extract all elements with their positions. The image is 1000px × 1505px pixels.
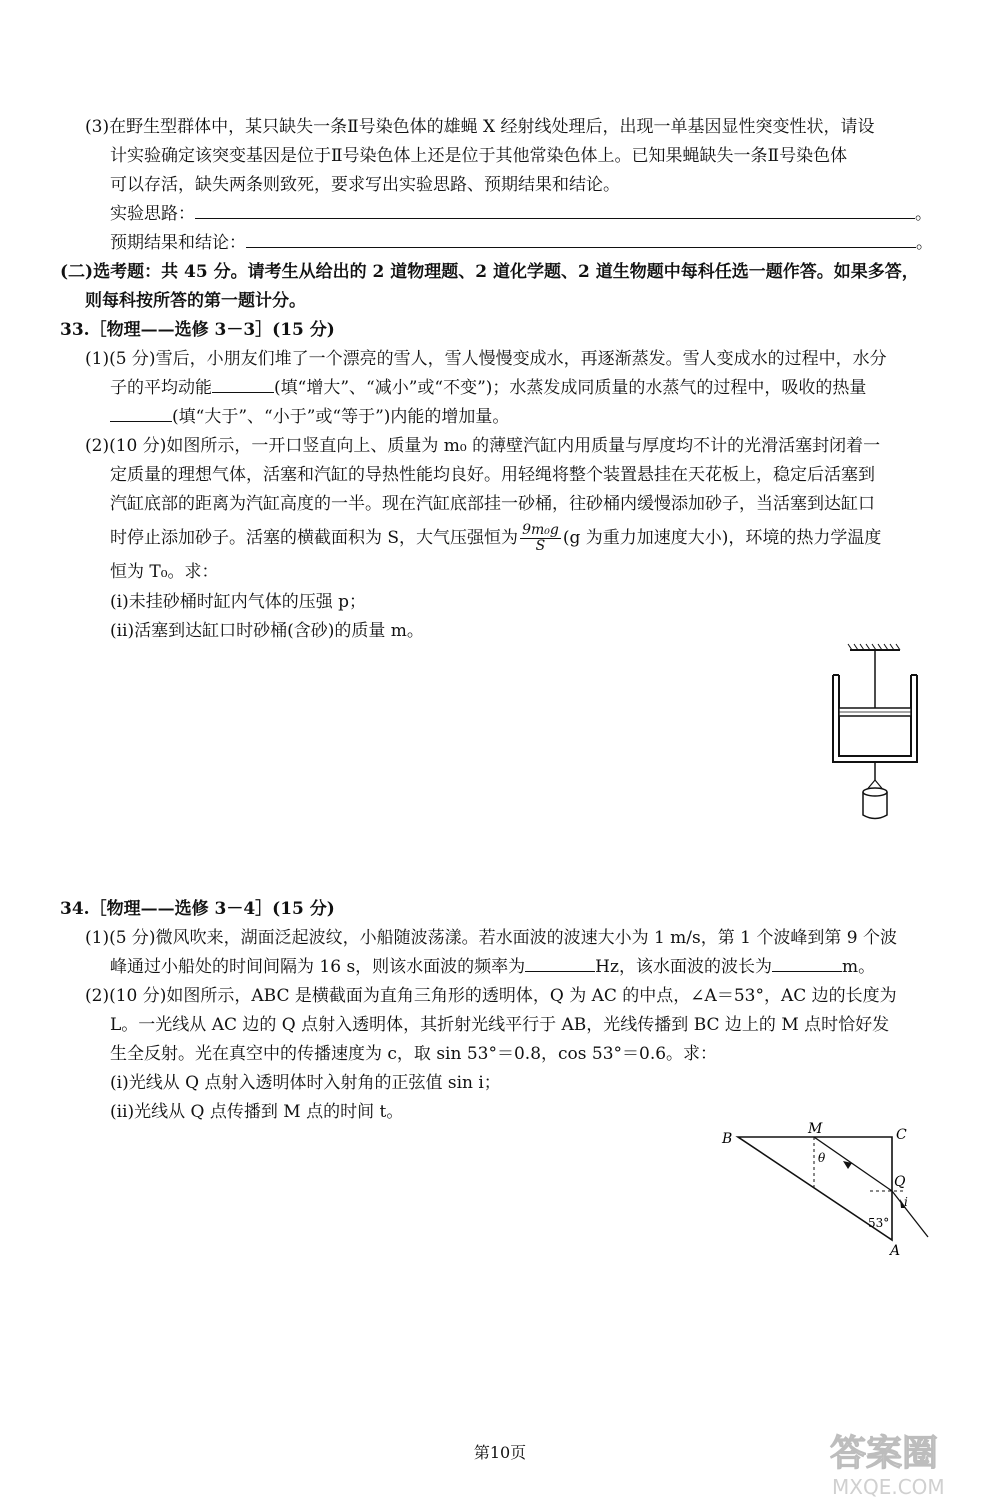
q33-p1-line-1: (1)(5 分)雪后，小朋友们堆了一个漂亮的雪人，雪人慢慢变成水，再逐渐蒸发。雪人变成水的过程中，水分 [85, 349, 887, 369]
prism-figure [720, 1120, 940, 1260]
q34-blank-frequency[interactable] [525, 955, 595, 972]
q3-thought-row [110, 202, 932, 226]
q33-title: 33.［物理——选修 3－3］(15 分) [60, 320, 335, 340]
section2-line-1: (二)选考题：共 45 分。请考生从给出的 2 道物理题、2 道化学题、2 道生物题中每科任选一题作答。如果多答， [60, 262, 919, 282]
q3-period-1: 。 [915, 204, 932, 224]
label-angle-53: 53° [868, 1216, 890, 1230]
label-theta: θ [818, 1151, 826, 1165]
watermark-url: MXQE.COM [832, 1475, 945, 1499]
q33-p2-line-3: 汽缸底部的距离为汽缸高度的一半。现在汽缸底部挂一砂桶，往砂桶内缓慢添加砂子，当活塞到达缸口 [110, 494, 875, 514]
q33-p2-line-4 [110, 522, 881, 554]
label-b: B [722, 1131, 733, 1147]
label-i: i [904, 1195, 908, 1209]
q33-p1-text-c: (填“大于”、“小于”或“等于”)内能的增加量。 [172, 407, 510, 427]
q34-sub-i: (ⅰ)光线从 Q 点射入透明体时入射角的正弦值 sin i； [110, 1073, 501, 1093]
q3-result-blank[interactable] [246, 231, 916, 248]
q3-thought-blank[interactable] [195, 202, 915, 219]
watermark-logo [822, 1420, 992, 1500]
q34-title: 34.［物理——选修 3－4］(15 分) [60, 899, 335, 919]
label-q: Q [894, 1174, 906, 1190]
q34-p2-line-2: L。一光线从 AC 边的 Q 点射入透明体，其折射光线平行于 AB，光线传播到 BC 边上的 M 点时恰好发 [110, 1015, 890, 1035]
q3-line-3: 可以存活，缺失两条则致死，要求写出实验思路、预期结果和结论。 [110, 175, 620, 195]
q34-p1-line-2 [110, 955, 875, 979]
ceiling [848, 644, 900, 650]
label-m: M [808, 1121, 823, 1137]
section2-line-2: 则每科按所答的第一题计分。 [85, 291, 306, 311]
incident-ray [892, 1191, 928, 1237]
cylinder-figure [825, 640, 925, 825]
q33-p1-text-a: 子的平均动能 [110, 378, 212, 398]
q33-p2-text-b: (g 为重力加速度大小)，环境的热力学温度 [562, 528, 882, 548]
q34-p1-text-b: Hz，该水面波的波长为 [595, 957, 772, 977]
q33-p2-line-1: (2)(10 分)如图所示，一开口竖直向上、质量为 m₀ 的薄壁汽缸内用质量与厚度均不计的光滑活塞封闭着一 [85, 436, 881, 456]
q33-sub-i: (ⅰ)未挂砂桶时缸内气体的压强 p； [110, 592, 366, 612]
label-a: A [890, 1243, 901, 1259]
q34-p1-text-c: m。 [841, 957, 876, 977]
refracted-ray [814, 1137, 892, 1191]
q3-result-row [110, 231, 933, 255]
q33-p2-line-2: 定质量的理想气体，活塞和汽缸的导热性能均良好。用轻绳将整个装置悬挂在天花板上，稳定后活塞到 [110, 465, 875, 485]
label-c: C [896, 1127, 907, 1143]
page-number: 第10页 [473, 1443, 527, 1462]
q3-line-2: 计实验确定该突变基因是位于Ⅱ号染色体上还是位于其他常染色体上。已知果蝇缺失一条Ⅱ号染色体 [110, 146, 848, 166]
q34-p1-line-1: (1)(5 分)微风吹来，湖面泛起波纹，小船随波荡漾。若水面波的波速大小为 1 m/s，第 1 个波峰到第 9 个波 [85, 928, 898, 948]
q33-blank-2[interactable] [110, 405, 172, 422]
fraction-denominator: S [535, 538, 546, 554]
q33-p2-line-5: 恒为 T₀。求： [110, 562, 219, 582]
q33-p2-text-a: 时停止添加砂子。活塞的横截面积为 S，大气压强恒为 [110, 528, 519, 548]
q3-period-2: 。 [916, 233, 933, 253]
q34-blank-wavelength[interactable] [772, 955, 842, 972]
q34-p2-line-3: 生全反射。光在真空中的传播速度为 c，取 sin 53°＝0.8，cos 53°＝0.6。求： [110, 1044, 718, 1064]
fraction-numerator: 9m₀g [522, 522, 559, 538]
q33-p1-line-2 [110, 376, 866, 400]
q34-p2-line-1: (2)(10 分)如图所示，ABC 是横截面为直角三角形的透明体，Q 为 AC 的中点，∠A＝53°，AC 边的长度为 [85, 986, 897, 1006]
q34-sub-ii: (ⅱ)光线从 Q 点传播到 M 点的时间 t。 [110, 1102, 404, 1122]
q33-blank-1[interactable] [212, 376, 274, 393]
watermark-title: 答案圈 [830, 1433, 939, 1474]
q33-p1-line-3 [110, 405, 509, 429]
sand-bucket [863, 788, 887, 819]
q3-thought-label: 实验思路： [110, 204, 195, 224]
pressure-fraction [520, 523, 561, 554]
q3-result-label: 预期结果和结论： [110, 233, 246, 253]
q33-sub-ii: (ⅱ)活塞到达缸口时砂桶(含砂)的质量 m。 [110, 621, 424, 641]
q34-p1-text-a: 峰通过小船处的时间间隔为 16 s，则该水面波的频率为 [110, 957, 526, 977]
q33-p1-text-b: (填“增大”、“减小”或“不变”)；水蒸发成同质量的水蒸气的过程中，吸收的热量 [274, 378, 867, 398]
q3-line-1: (3)在野生型群体中，某只缺失一条Ⅱ号染色体的雄蝇 X 经射线处理后，出现一单基因显性突变性状，请设 [85, 117, 875, 137]
